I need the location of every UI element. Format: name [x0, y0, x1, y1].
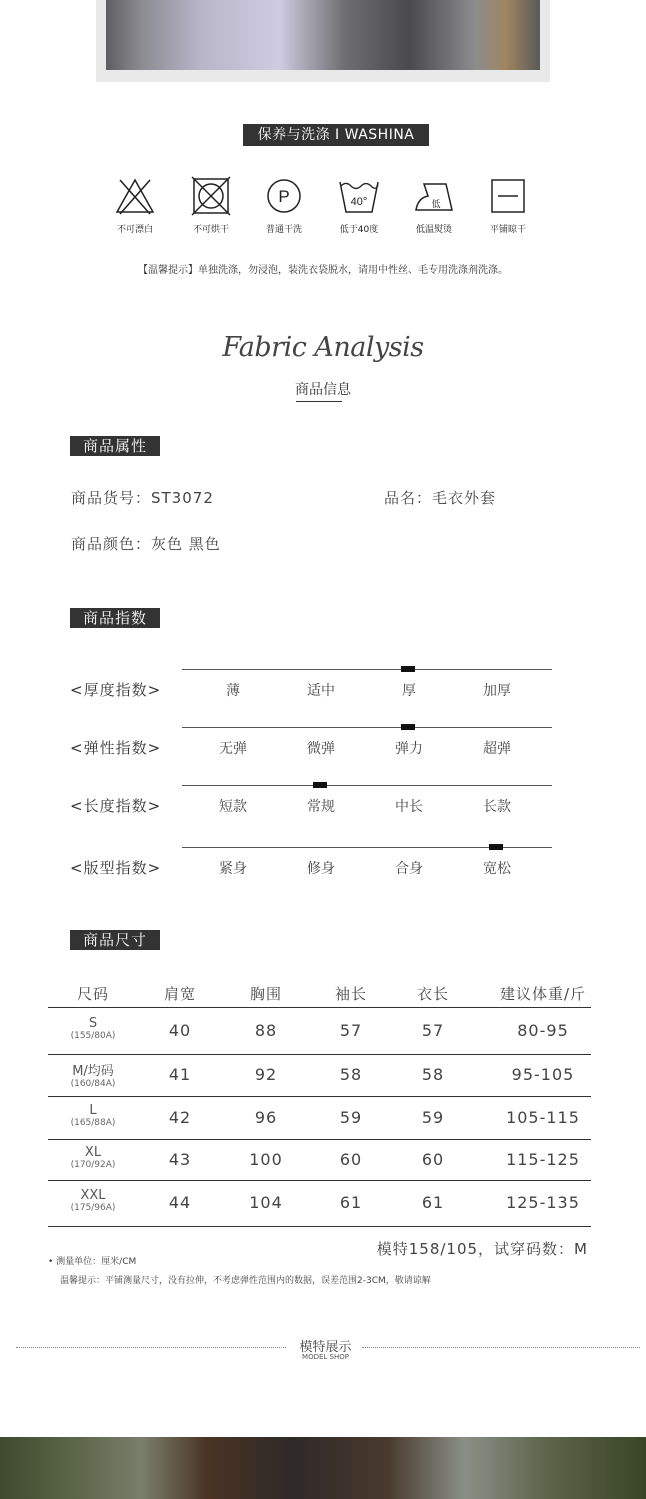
col-header-weight: 建议体重/斤 — [499, 985, 587, 1003]
product-colors: 商品颜色：灰色 黑色 — [71, 535, 221, 553]
measure-tip-note: 温馨提示：平铺测量尺寸，没有拉伸，不考虑弹性范围内的数据，误差范围2-3CM，敬请谅解 — [60, 1276, 431, 1286]
iron-glyph: 低 — [431, 200, 441, 210]
care-label: 平铺晾干 — [489, 225, 526, 235]
index-option: 微弹 — [307, 741, 335, 757]
cell-sleeve: 58 — [339, 1065, 363, 1084]
size-spec: (170/92A) — [70, 1159, 116, 1170]
cell-length: 60 — [421, 1149, 445, 1169]
care-dry-flat — [476, 176, 540, 235]
care-wash-40 — [327, 176, 391, 235]
col-header-length: 衣长 — [416, 985, 449, 1003]
index-option: 无弹 — [219, 741, 247, 757]
cell-shoulder: 44 — [168, 1193, 192, 1212]
size-spec: (160/84A) — [70, 1079, 116, 1089]
col-header-chest: 胸围 — [249, 985, 282, 1003]
model-fit-info: 模特158/105，试穿码数：M — [376, 1240, 588, 1258]
care-dry-clean — [252, 176, 316, 235]
size-code: M/均码 — [72, 1064, 114, 1079]
cell-shoulder: 41 — [168, 1065, 192, 1084]
care-label: 低于40度 — [339, 225, 379, 235]
index-selected-marker — [401, 724, 415, 730]
model-show-subtitle: MODEL SHOP — [302, 1353, 349, 1361]
index-option: 适中 — [307, 683, 335, 699]
index-option: 中长 — [395, 799, 423, 815]
index-row-label: <长度指数> — [70, 797, 162, 815]
size-code: S — [88, 1015, 98, 1031]
model-photo — [0, 1437, 646, 1499]
size-cell — [48, 1016, 138, 1041]
table-row-divider — [48, 1139, 591, 1140]
bullet-icon: • — [48, 1257, 57, 1267]
index-option: 长款 — [483, 799, 511, 815]
cell-chest: 92 — [254, 1065, 278, 1084]
cell-shoulder: 40 — [168, 1020, 192, 1040]
index-option: 修身 — [307, 861, 335, 877]
cell-shoulder: 43 — [168, 1149, 192, 1169]
cell-chest: 88 — [254, 1020, 278, 1040]
index-option: 常规 — [307, 799, 335, 815]
size-code: XXL — [80, 1188, 106, 1203]
index-option: 合身 — [395, 861, 423, 877]
size-cell — [48, 1188, 138, 1213]
size-section-label: 商品尺寸 — [70, 930, 160, 950]
cell-sleeve: 60 — [339, 1149, 363, 1169]
index-option: 弹力 — [395, 741, 423, 757]
size-cell — [48, 1145, 138, 1170]
col-header-size: 尺码 — [76, 985, 109, 1003]
cell-length: 58 — [421, 1065, 445, 1084]
index-option: 紧身 — [219, 861, 247, 877]
dry-flat-icon — [488, 176, 528, 216]
index-option: 厚 — [402, 683, 416, 699]
dry-clean-glyph: P — [278, 187, 290, 206]
product-name: 品名：毛衣外套 — [384, 489, 497, 507]
cell-length: 59 — [421, 1107, 445, 1127]
care-label: 普通干洗 — [265, 225, 302, 235]
size-cell — [48, 1103, 138, 1128]
index-selected-marker — [313, 782, 327, 788]
index-section-label: 商品指数 — [70, 608, 160, 628]
cell-length: 57 — [421, 1020, 445, 1040]
care-section-title: 保养与洗涤 I WASHINA — [243, 124, 429, 146]
index-scale-line — [182, 785, 552, 786]
cell-weight: 105-115 — [506, 1107, 580, 1127]
cell-weight: 95-105 — [511, 1065, 575, 1084]
cell-chest: 100 — [249, 1149, 283, 1169]
cell-weight: 125-135 — [506, 1193, 580, 1212]
top-product-photo — [96, 0, 550, 82]
care-label: 低温熨烫 — [415, 225, 452, 235]
index-option: 短款 — [219, 799, 247, 815]
index-option: 加厚 — [483, 683, 511, 699]
attributes-section-label: 商品属性 — [70, 436, 160, 456]
care-no-tumble-dry — [179, 176, 243, 235]
dry-clean-p-icon — [264, 176, 304, 216]
cell-sleeve: 57 — [339, 1020, 363, 1040]
index-selected-marker — [401, 666, 415, 672]
index-option: 薄 — [226, 683, 240, 699]
no-bleach-icon — [115, 176, 155, 216]
no-tumble-dry-icon — [191, 176, 231, 216]
cell-chest: 104 — [249, 1193, 283, 1212]
care-warm-tip: 【温馨提示】单独洗涤，勿浸泡，装洗衣袋脱水，请用中性丝、毛专用洗涤剂洗涤。 — [138, 265, 508, 276]
care-label: 不可漂白 — [116, 225, 153, 235]
model-show-title: 模特展示 — [299, 1340, 352, 1355]
cell-shoulder: 42 — [168, 1107, 192, 1127]
product-info-subtitle: 商品信息 — [295, 382, 351, 398]
size-cell — [48, 1060, 138, 1089]
index-row-label: <版型指数> — [70, 859, 162, 877]
size-spec: (175/96A) — [70, 1203, 116, 1213]
care-iron-low — [402, 176, 466, 235]
wash-40-icon — [337, 176, 381, 216]
cell-weight: 115-125 — [506, 1149, 580, 1169]
care-no-bleach — [103, 176, 167, 235]
index-selected-marker — [489, 844, 503, 850]
index-row-label: <弹性指数> — [70, 739, 162, 757]
col-header-sleeve: 袖长 — [334, 985, 367, 1003]
iron-low-icon — [412, 176, 456, 216]
size-code: XL — [84, 1144, 102, 1160]
index-option: 宽松 — [483, 861, 511, 877]
subtitle-underline — [296, 401, 342, 402]
col-header-shoulder: 肩宽 — [163, 985, 196, 1003]
table-row-divider — [48, 1096, 591, 1097]
table-row-divider — [48, 1226, 591, 1227]
index-scale-line — [182, 669, 552, 670]
table-row-divider — [48, 1007, 591, 1008]
care-label: 不可烘干 — [192, 225, 229, 235]
index-scale-line — [182, 727, 552, 728]
size-spec: (165/88A) — [70, 1117, 116, 1128]
cell-sleeve: 61 — [339, 1193, 363, 1212]
cell-length: 61 — [421, 1193, 445, 1212]
table-row-divider — [48, 1054, 591, 1055]
index-row-label: <厚度指数> — [70, 681, 162, 699]
cell-weight: 80-95 — [517, 1020, 569, 1040]
table-row-divider — [48, 1180, 591, 1181]
size-code: L — [89, 1102, 97, 1118]
cell-sleeve: 59 — [339, 1107, 363, 1127]
size-spec: (155/80A) — [70, 1030, 116, 1041]
fabric-analysis-title: Fabric Analysis — [222, 332, 424, 363]
index-option: 超弹 — [483, 741, 511, 757]
cell-chest: 96 — [254, 1107, 278, 1127]
unit-note: • 测量单位：厘米/CM — [48, 1257, 137, 1267]
wash-temp-glyph: 40° — [350, 196, 368, 208]
item-number: 商品货号：ST3072 — [71, 489, 214, 507]
